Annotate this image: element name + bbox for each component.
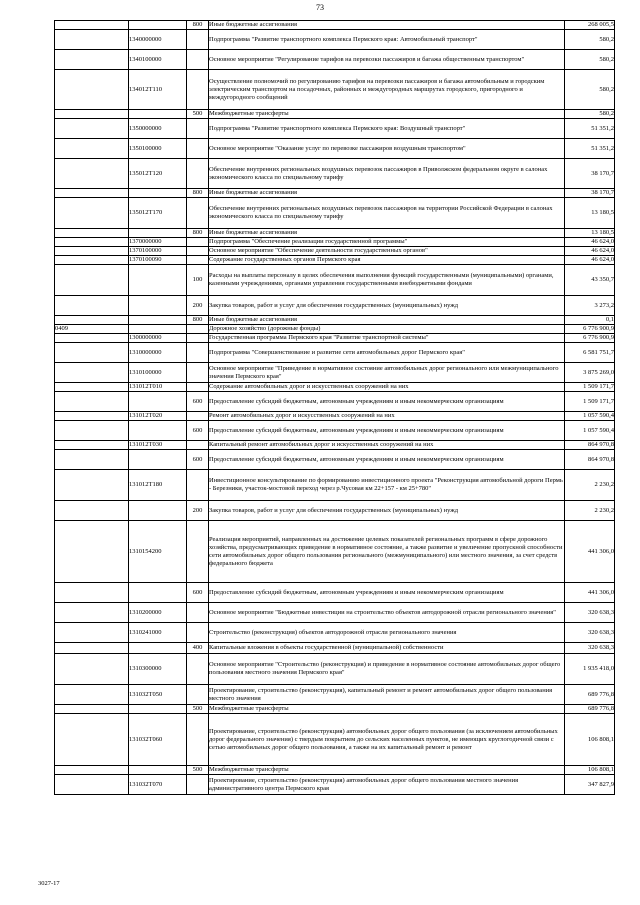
table-row <box>55 119 615 139</box>
expense-type-cell <box>187 685 209 705</box>
item-name-cell: Закупка товаров, работ и услуг для обеспечения государственных (муниципальных) нужд <box>209 501 565 521</box>
item-name-cell: Подпрограмма "Совершенствование и развитие сети автомобильных дорог Пермского края" <box>209 343 565 363</box>
expense-type-cell: 800 <box>187 229 209 238</box>
section-code-cell <box>55 334 129 343</box>
target-article-cell <box>129 21 187 30</box>
target-article-cell <box>129 316 187 325</box>
item-name-cell: Межбюджетные трансферты <box>209 110 565 119</box>
target-article-cell: 131012Т180 <box>129 470 187 501</box>
section-code-cell <box>55 392 129 412</box>
expense-type-cell <box>187 623 209 643</box>
target-article-cell <box>129 421 187 441</box>
item-name-cell: Иные бюджетные ассигнования <box>209 189 565 198</box>
expense-type-cell <box>187 775 209 795</box>
table-row <box>55 654 615 685</box>
target-article-cell: 131012Т010 <box>129 383 187 392</box>
item-name-cell: Иные бюджетные ассигнования <box>209 316 565 325</box>
section-code-cell: 0409 <box>55 325 129 334</box>
table-row <box>55 247 615 256</box>
expense-type-cell: 100 <box>187 265 209 296</box>
table-row <box>55 139 615 159</box>
amount-cell: 320 638,3 <box>565 643 615 654</box>
item-name-cell: Проектирование, строительство (реконструкция) автомобильных дорог общего пользования (за исключением автомобильных дорог федерального значения) с твердым покрытием до сельских населенных пунктов, не имеющих круглогодичной связи с сетью автомобильных дорог общего пользования, а также на их капитальный ремонт и ремонт <box>209 714 565 766</box>
expense-type-cell <box>187 30 209 50</box>
table-row <box>55 30 615 50</box>
table-row <box>55 316 615 325</box>
item-name-cell: Осуществление полномочий по регулированию тарифов на перевозки пассажиров и багажа автомобильным и городским электрическим транспортом на посадочных, районных и междугородных маршрутах городского, пригородного и междугородного сообщений <box>209 70 565 110</box>
item-name-cell: Подпрограмма "Развитие транспортного комплекса Пермского края: Автомобильный транспорт" <box>209 30 565 50</box>
item-name-cell: Расходы на выплаты персоналу в целях обеспечения выполнения функций государственными (муниципальными) органами, казенными учреждениями, органами управления государственными внебюджетными фондами <box>209 265 565 296</box>
item-name-cell: Иные бюджетные ассигнования <box>209 229 565 238</box>
item-name-cell: Проектирование, строительство (реконструкция), капитальный ремонт и ремонт автомобильных дорог общего пользования местного значения <box>209 685 565 705</box>
expense-type-cell: 800 <box>187 316 209 325</box>
table-row <box>55 189 615 198</box>
amount-cell: 13 180,5 <box>565 229 615 238</box>
target-article-cell <box>129 265 187 296</box>
item-name-cell: Обеспечение внутренних региональных воздушных перевозок пассажиров в Приволжском федеральном округе в салонах экономического класса по специальному тарифу <box>209 159 565 189</box>
table-row <box>55 325 615 334</box>
amount-cell: 46 624,0 <box>565 256 615 265</box>
item-name-cell: Основное мероприятие "Приведение в нормативное состояние автомобильных дорог регионального или межмуниципального значения Пермского края" <box>209 363 565 383</box>
budget-table <box>54 20 615 795</box>
expense-type-cell: 600 <box>187 392 209 412</box>
amount-cell: 580,2 <box>565 70 615 110</box>
table-row <box>55 470 615 501</box>
amount-cell: 46 624,0 <box>565 238 615 247</box>
expense-type-cell <box>187 50 209 70</box>
amount-cell: 3 273,2 <box>565 296 615 316</box>
table-row <box>55 685 615 705</box>
budget-table-body <box>55 21 615 795</box>
target-article-cell: 1310200000 <box>129 603 187 623</box>
item-name-cell: Основное мероприятие "Бюджетные инвестиции на строительство объектов автодорожной отрасли регионального значения" <box>209 603 565 623</box>
item-name-cell: Подпрограмма "Развитие транспортного комплекса Пермского края: Воздушный транспорт" <box>209 119 565 139</box>
item-name-cell: Межбюджетные трансферты <box>209 766 565 775</box>
section-code-cell <box>55 603 129 623</box>
item-name-cell: Основное мероприятие "Строительство (реконструкция) и приведение в нормативное состояние автомобильных дорог общего пользования местного значения Пермского края" <box>209 654 565 685</box>
section-code-cell <box>55 296 129 316</box>
section-code-cell <box>55 441 129 450</box>
expense-type-cell <box>187 119 209 139</box>
target-article-cell: 1310100000 <box>129 363 187 383</box>
item-name-cell: Закупка товаров, работ и услуг для обеспечения государственных (муниципальных) нужд <box>209 296 565 316</box>
target-article-cell <box>129 110 187 119</box>
table-row <box>55 159 615 189</box>
amount-cell: 320 638,3 <box>565 623 615 643</box>
table-row <box>55 441 615 450</box>
item-name-cell: Обеспечение внутренних региональных воздушных перевозок пассажиров на территории Российской Федерации в салонах экономического класса по специальному тарифу <box>209 198 565 229</box>
section-code-cell <box>55 705 129 714</box>
table-row <box>55 643 615 654</box>
amount-cell: 1 935 418,0 <box>565 654 615 685</box>
expense-type-cell <box>187 256 209 265</box>
section-code-cell <box>55 643 129 654</box>
amount-cell: 3 875 269,0 <box>565 363 615 383</box>
target-article-cell <box>129 296 187 316</box>
item-name-cell: Предоставление субсидий бюджетным, автономным учреждениям и иным некоммерческим организациям <box>209 421 565 441</box>
footer-code: 3027-17 <box>38 880 60 887</box>
target-article-cell: 131012Т030 <box>129 441 187 450</box>
target-article-cell: 1350100000 <box>129 139 187 159</box>
section-code-cell <box>55 119 129 139</box>
amount-cell: 268 005,5 <box>565 21 615 30</box>
amount-cell: 2 230,2 <box>565 470 615 501</box>
item-name-cell: Содержание государственных органов Пермского края <box>209 256 565 265</box>
item-name-cell: Проектирование, строительство (реконструкция) автомобильных дорог общего пользования местного значения административного центра Пермского края <box>209 775 565 795</box>
expense-type-cell <box>187 714 209 766</box>
section-code-cell <box>55 623 129 643</box>
section-code-cell <box>55 229 129 238</box>
target-article-cell: 1310000000 <box>129 343 187 363</box>
expense-type-cell: 800 <box>187 189 209 198</box>
item-name-cell: Предоставление субсидий бюджетным, автономным учреждениям и иным некоммерческим организациям <box>209 583 565 603</box>
page-number: 73 <box>316 3 324 12</box>
table-row <box>55 110 615 119</box>
expense-type-cell: 600 <box>187 450 209 470</box>
section-code-cell <box>55 198 129 229</box>
section-code-cell <box>55 775 129 795</box>
expense-type-cell <box>187 159 209 189</box>
expense-type-cell <box>187 139 209 159</box>
table-row <box>55 392 615 412</box>
table-row <box>55 229 615 238</box>
expense-type-cell <box>187 238 209 247</box>
amount-cell: 6 581 751,7 <box>565 343 615 363</box>
expense-type-cell: 500 <box>187 705 209 714</box>
section-code-cell <box>55 583 129 603</box>
table-row <box>55 343 615 363</box>
expense-type-cell <box>187 412 209 421</box>
item-name-cell: Ремонт автомобильных дорог и искусственных сооружений на них <box>209 412 565 421</box>
section-code-cell <box>55 521 129 583</box>
item-name-cell: Капитальный ремонт автомобильных дорог и искусственных сооружений на них <box>209 441 565 450</box>
section-code-cell <box>55 247 129 256</box>
target-article-cell <box>129 189 187 198</box>
item-name-cell: Иные бюджетные ассигнования <box>209 21 565 30</box>
amount-cell: 1 509 171,7 <box>565 383 615 392</box>
amount-cell: 580,2 <box>565 110 615 119</box>
section-code-cell <box>55 238 129 247</box>
table-row <box>55 421 615 441</box>
target-article-cell <box>129 325 187 334</box>
table-row <box>55 775 615 795</box>
amount-cell: 38 170,7 <box>565 159 615 189</box>
target-article-cell: 131032Т050 <box>129 685 187 705</box>
amount-cell: 580,2 <box>565 30 615 50</box>
expense-type-cell <box>187 247 209 256</box>
item-name-cell: Государственная программа Пермского края "Развитие транспортной системы" <box>209 334 565 343</box>
table-row <box>55 238 615 247</box>
item-name-cell: Подпрограмма "Обеспечение реализации государственной программы" <box>209 238 565 247</box>
table-row <box>55 70 615 110</box>
table-row <box>55 50 615 70</box>
expense-type-cell <box>187 363 209 383</box>
amount-cell: 13 180,5 <box>565 198 615 229</box>
amount-cell: 1 057 590,4 <box>565 421 615 441</box>
item-name-cell: Строительство (реконструкция) объектов автодорожной отрасли регионального значения <box>209 623 565 643</box>
item-name-cell: Основное мероприятие "Обеспечение деятельности государственных органов" <box>209 247 565 256</box>
target-article-cell: 134012Т110 <box>129 70 187 110</box>
amount-cell: 43 350,7 <box>565 265 615 296</box>
target-article-cell <box>129 705 187 714</box>
amount-cell: 1 057 590,4 <box>565 412 615 421</box>
section-code-cell <box>55 343 129 363</box>
expense-type-cell: 600 <box>187 583 209 603</box>
target-article-cell <box>129 583 187 603</box>
target-article-cell: 1370000000 <box>129 238 187 247</box>
section-code-cell <box>55 159 129 189</box>
target-article-cell <box>129 229 187 238</box>
section-code-cell <box>55 714 129 766</box>
table-row <box>55 766 615 775</box>
section-code-cell <box>55 50 129 70</box>
target-article-cell <box>129 392 187 412</box>
section-code-cell <box>55 383 129 392</box>
table-row <box>55 412 615 421</box>
target-article-cell: 1350000000 <box>129 119 187 139</box>
section-code-cell <box>55 316 129 325</box>
amount-cell: 689 776,8 <box>565 705 615 714</box>
table-row <box>55 501 615 521</box>
table-row <box>55 21 615 30</box>
section-code-cell <box>55 412 129 421</box>
amount-cell: 441 306,0 <box>565 583 615 603</box>
table-row <box>55 383 615 392</box>
table-row <box>55 583 615 603</box>
amount-cell: 320 638,3 <box>565 603 615 623</box>
expense-type-cell: 400 <box>187 643 209 654</box>
expense-type-cell <box>187 70 209 110</box>
item-name-cell: Основное мероприятие "Регулирование тарифов на перевозки пассажиров и багажа общественным транспортом" <box>209 50 565 70</box>
target-article-cell: 1310154200 <box>129 521 187 583</box>
target-article-cell <box>129 643 187 654</box>
target-article-cell: 131012Т020 <box>129 412 187 421</box>
expense-type-cell: 800 <box>187 21 209 30</box>
section-code-cell <box>55 421 129 441</box>
target-article-cell: 135012Т170 <box>129 198 187 229</box>
section-code-cell <box>55 450 129 470</box>
amount-cell: 864 970,8 <box>565 441 615 450</box>
expense-type-cell: 500 <box>187 766 209 775</box>
target-article-cell: 1300000000 <box>129 334 187 343</box>
amount-cell: 2 230,2 <box>565 501 615 521</box>
amount-cell: 580,2 <box>565 50 615 70</box>
amount-cell: 51 351,2 <box>565 119 615 139</box>
expense-type-cell <box>187 521 209 583</box>
section-code-cell <box>55 470 129 501</box>
expense-type-cell <box>187 441 209 450</box>
item-name-cell: Дорожное хозяйство (дорожные фонды) <box>209 325 565 334</box>
amount-cell: 1 509 171,7 <box>565 392 615 412</box>
amount-cell: 106 808,1 <box>565 714 615 766</box>
expense-type-cell <box>187 198 209 229</box>
item-name-cell: Основное мероприятие "Оказание услуг по перевозке пассажиров воздушным транспортом" <box>209 139 565 159</box>
expense-type-cell <box>187 654 209 685</box>
table-row <box>55 705 615 714</box>
section-code-cell <box>55 265 129 296</box>
table-row <box>55 603 615 623</box>
table-row <box>55 363 615 383</box>
table-row <box>55 714 615 766</box>
target-article-cell: 131032Т070 <box>129 775 187 795</box>
section-code-cell <box>55 685 129 705</box>
target-article-cell: 1310241000 <box>129 623 187 643</box>
table-row <box>55 265 615 296</box>
target-article-cell: 1310300000 <box>129 654 187 685</box>
expense-type-cell: 600 <box>187 421 209 441</box>
item-name-cell: Межбюджетные трансферты <box>209 705 565 714</box>
section-code-cell <box>55 363 129 383</box>
amount-cell: 0,1 <box>565 316 615 325</box>
amount-cell: 46 624,0 <box>565 247 615 256</box>
target-article-cell: 1370100000 <box>129 247 187 256</box>
expense-type-cell <box>187 470 209 501</box>
item-name-cell: Капитальные вложения в объекты государственной (муниципальной) собственности <box>209 643 565 654</box>
amount-cell: 347 827,9 <box>565 775 615 795</box>
amount-cell: 689 776,8 <box>565 685 615 705</box>
expense-type-cell: 200 <box>187 296 209 316</box>
item-name-cell: Предоставление субсидий бюджетным, автономным учреждениям и иным некоммерческим организациям <box>209 392 565 412</box>
target-article-cell <box>129 450 187 470</box>
table-row <box>55 198 615 229</box>
expense-type-cell <box>187 603 209 623</box>
item-name-cell: Реализация мероприятий, направленных на достижение целевых показателей региональных программ в сфере дорожного хозяйства, предусматривающих приведение в нормативное состояние, а также развитие и увеличение пропускной способности сети автомобильных дорог общего пользования регионального (межмуниципального) или местного значения, за счет средств федерального бюджета <box>209 521 565 583</box>
section-code-cell <box>55 256 129 265</box>
expense-type-cell <box>187 343 209 363</box>
expense-type-cell: 200 <box>187 501 209 521</box>
section-code-cell <box>55 654 129 685</box>
amount-cell: 6 776 900,9 <box>565 325 615 334</box>
section-code-cell <box>55 189 129 198</box>
table-row <box>55 623 615 643</box>
amount-cell: 51 351,2 <box>565 139 615 159</box>
target-article-cell <box>129 766 187 775</box>
expense-type-cell <box>187 383 209 392</box>
target-article-cell: 131032Т060 <box>129 714 187 766</box>
table-row <box>55 521 615 583</box>
amount-cell: 38 170,7 <box>565 189 615 198</box>
section-code-cell <box>55 110 129 119</box>
section-code-cell <box>55 30 129 50</box>
amount-cell: 6 776 900,9 <box>565 334 615 343</box>
amount-cell: 106 808,1 <box>565 766 615 775</box>
expense-type-cell <box>187 325 209 334</box>
expense-type-cell: 500 <box>187 110 209 119</box>
item-name-cell: Инвестиционное консультирование по формированию инвестиционного проекта "Реконструкция автомобильной дороги Пермь - Березники, участок-мостовой переход через р.Чусовая км 22+157 - км 25+780" <box>209 470 565 501</box>
section-code-cell <box>55 501 129 521</box>
section-code-cell <box>55 766 129 775</box>
table-row <box>55 256 615 265</box>
section-code-cell <box>55 21 129 30</box>
item-name-cell: Содержание автомобильных дорог и искусственных сооружений на них <box>209 383 565 392</box>
target-article-cell <box>129 501 187 521</box>
table-row <box>55 334 615 343</box>
expense-type-cell <box>187 334 209 343</box>
amount-cell: 441 306,0 <box>565 521 615 583</box>
target-article-cell: 1340100000 <box>129 50 187 70</box>
target-article-cell: 1340000000 <box>129 30 187 50</box>
item-name-cell: Предоставление субсидий бюджетным, автономным учреждениям и иным некоммерческим организациям <box>209 450 565 470</box>
table-row <box>55 450 615 470</box>
section-code-cell <box>55 139 129 159</box>
section-code-cell <box>55 70 129 110</box>
amount-cell: 864 970,8 <box>565 450 615 470</box>
target-article-cell: 1370100090 <box>129 256 187 265</box>
target-article-cell: 135012Т120 <box>129 159 187 189</box>
table-row <box>55 296 615 316</box>
